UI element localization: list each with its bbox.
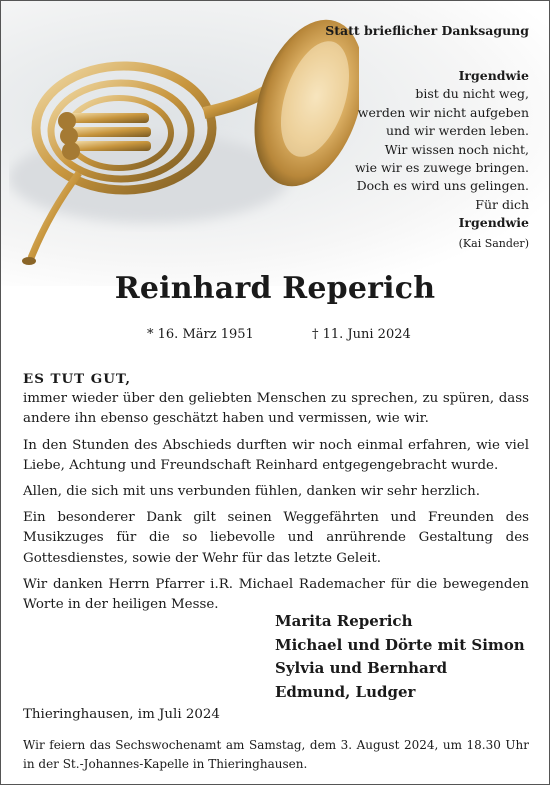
signer: Marita Reperich <box>275 612 413 630</box>
signer: Edmund, Ludger <box>275 682 416 701</box>
service-notice: Wir feiern das Sechswochenamt am Samstag, dem 3. August 2024, um 18.30 Uhr in der St.-Johannes-Kapelle in Thieringhausen. <box>23 738 529 771</box>
poem-title: Irgendwie <box>458 68 529 83</box>
poem-line: bist du nicht weg, <box>415 86 529 102</box>
message-paragraph: In den Stunden des Abschieds durften wir noch einmal erfahren, wie viel Liebe, Achtung und Freundschaft Reinhard entgegengebracht wurde. <box>23 437 529 473</box>
poem <box>301 67 529 253</box>
poem-closing: Irgendwie <box>458 215 529 231</box>
poem-line: Für dich <box>475 196 529 212</box>
poem-line: und wir werden leben. <box>385 123 529 139</box>
message-paragraph: Allen, die sich mit uns verbunden fühlen, danken wir sehr herzlich. <box>23 484 481 500</box>
place-date: Thieringhausen, im Juli 2024 <box>23 707 220 722</box>
poem-author: (Kai Sander) <box>458 236 529 250</box>
death-date: † 11. Juni 2024 <box>312 327 411 342</box>
signer: Michael und Dörte mit Simon <box>275 635 525 654</box>
deceased-name: Reinhard Reperich <box>114 271 436 306</box>
message-paragraph: immer wieder über den geliebten Menschen zu sprechen, zu spüren, dass andere ihn ebenso geschätzt haben und vermissen, wie wir. <box>23 391 529 427</box>
poem-line: werden wir nicht aufgeben <box>357 104 529 120</box>
message-body <box>23 369 529 621</box>
birth-date: * 16. März 1951 <box>147 327 254 342</box>
poem-line: Doch es wird uns gelingen. <box>356 178 529 194</box>
signer: Sylvia und Bernhard <box>275 659 448 677</box>
poem-line: wie wir es zuwege bringen. <box>354 160 529 176</box>
header-title: Statt brieflicher Danksagung <box>325 23 529 38</box>
poem-line: Wir wissen noch nicht, <box>384 141 529 157</box>
message-intro: ES TUT GUT, <box>23 371 132 387</box>
message-paragraph: Wir danken Herrn Pfarrer i.R. Michael Rademacher für die bewegenden Worte in der heiligen Messe. <box>23 576 529 613</box>
message-paragraph: Ein besonderer Dank gilt seinen Weggefährten und Freunden des Musikzuges für die so liebevolle und anrührende Gestaltung des Gottesdienstes, sowie der Wehr für das letzte Geleit. <box>23 510 529 566</box>
signers <box>275 610 525 704</box>
